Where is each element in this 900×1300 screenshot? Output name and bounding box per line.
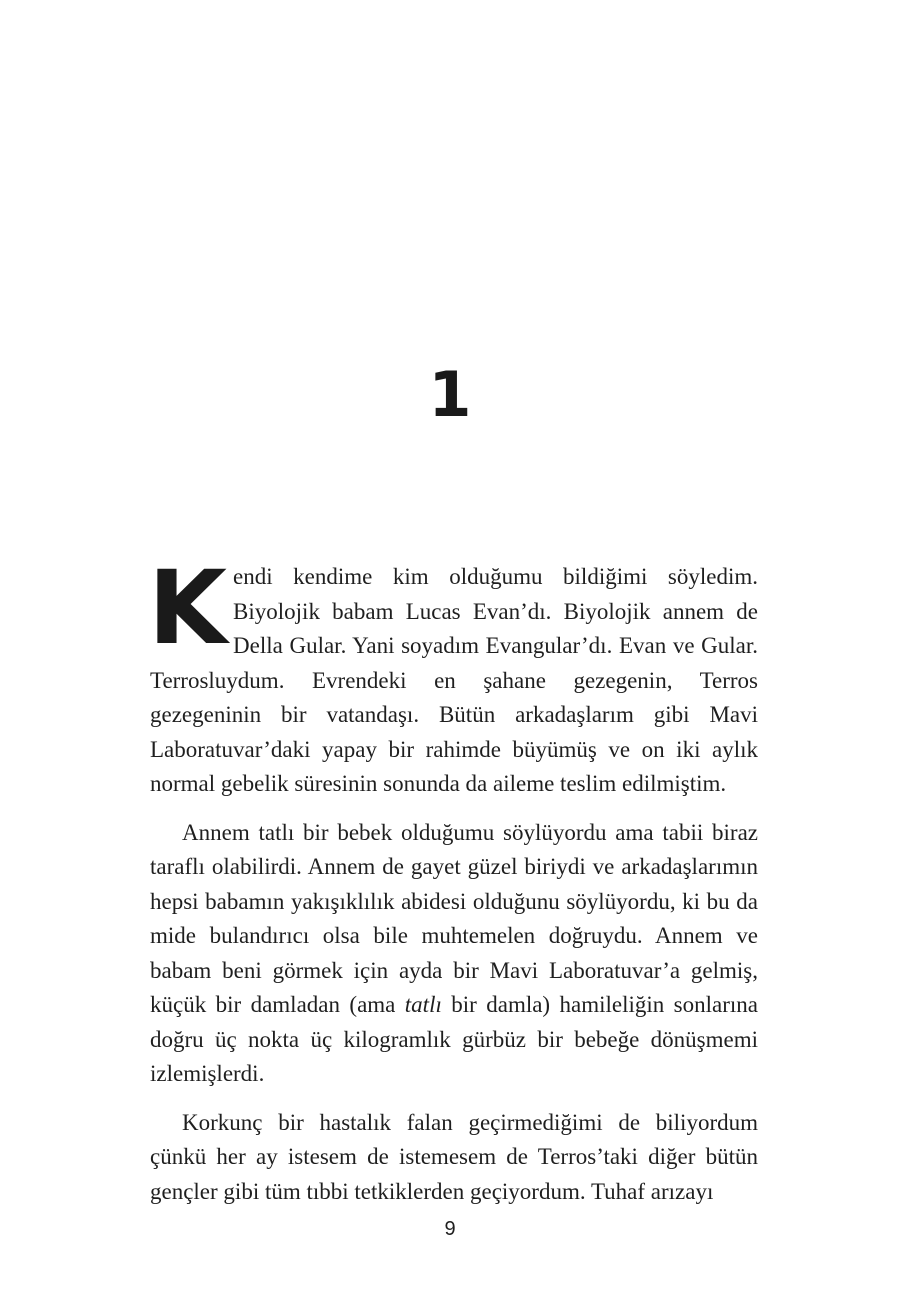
paragraph-1-text: endi kendime kim olduğumu bildiğimi söyledim. Biyolojik babam Lucas Evan’dı. Biyolojik annem de Della Gular. Yani soyadım Evangular’dı. Evan ve Gular. Terrosluydum. Evrendeki en şahane gezegenin, Terros gezegeninin bir vatandaşı. Bütün arkadaşlarım gibi Mavi Laboratuvar’daki yapay bir rahimde büyümüş ve on iki aylık normal gebelik süresinin sonunda da aileme teslim edilmiştim. bbox=[150, 564, 758, 796]
page-number: 9 bbox=[444, 1218, 456, 1240]
drop-cap: K bbox=[148, 549, 228, 668]
paragraph-1 bbox=[148, 549, 758, 802]
paragraph-2-italic: tatlı bbox=[404, 992, 442, 1017]
paragraph-2-text-b: bir damla) hamileliğin sonlarına doğru üç nokta üç kilogramlık gürbüz bir bebeğe dönüşmemi izlemişlerdi. bbox=[150, 992, 758, 1086]
paragraph-3 bbox=[150, 1106, 758, 1210]
chapter-number: 1 bbox=[428, 358, 472, 431]
paragraph-2 bbox=[150, 816, 758, 1092]
body-text bbox=[148, 549, 758, 1223]
paragraph-2-text-a: Annem tatlı bir bebek olduğumu söylüyordu ama tabii biraz taraflı olabilirdi. Annem de gayet güzel biriydi ve arkadaşlarımın hepsi babamın yakışıklılık abidesi olduğunu söylüyordu, ki bu da mide bulandırıcı olsa bile muhtemelen doğruydu. Annem ve babam beni görmek için ayda bir Mavi Laboratuvar’a gelmiş, küçük bir damladan (ama bbox=[150, 819, 758, 1017]
paragraph-3-text: Korkunç bir hastalık falan geçirmediğimi de biliyordum çünkü her ay istesem de istemesem de Terros’taki diğer bütün gençler gibi tüm tıbbi tetkiklerden geçiyordum. Tuhaf arızayı bbox=[150, 1109, 758, 1204]
